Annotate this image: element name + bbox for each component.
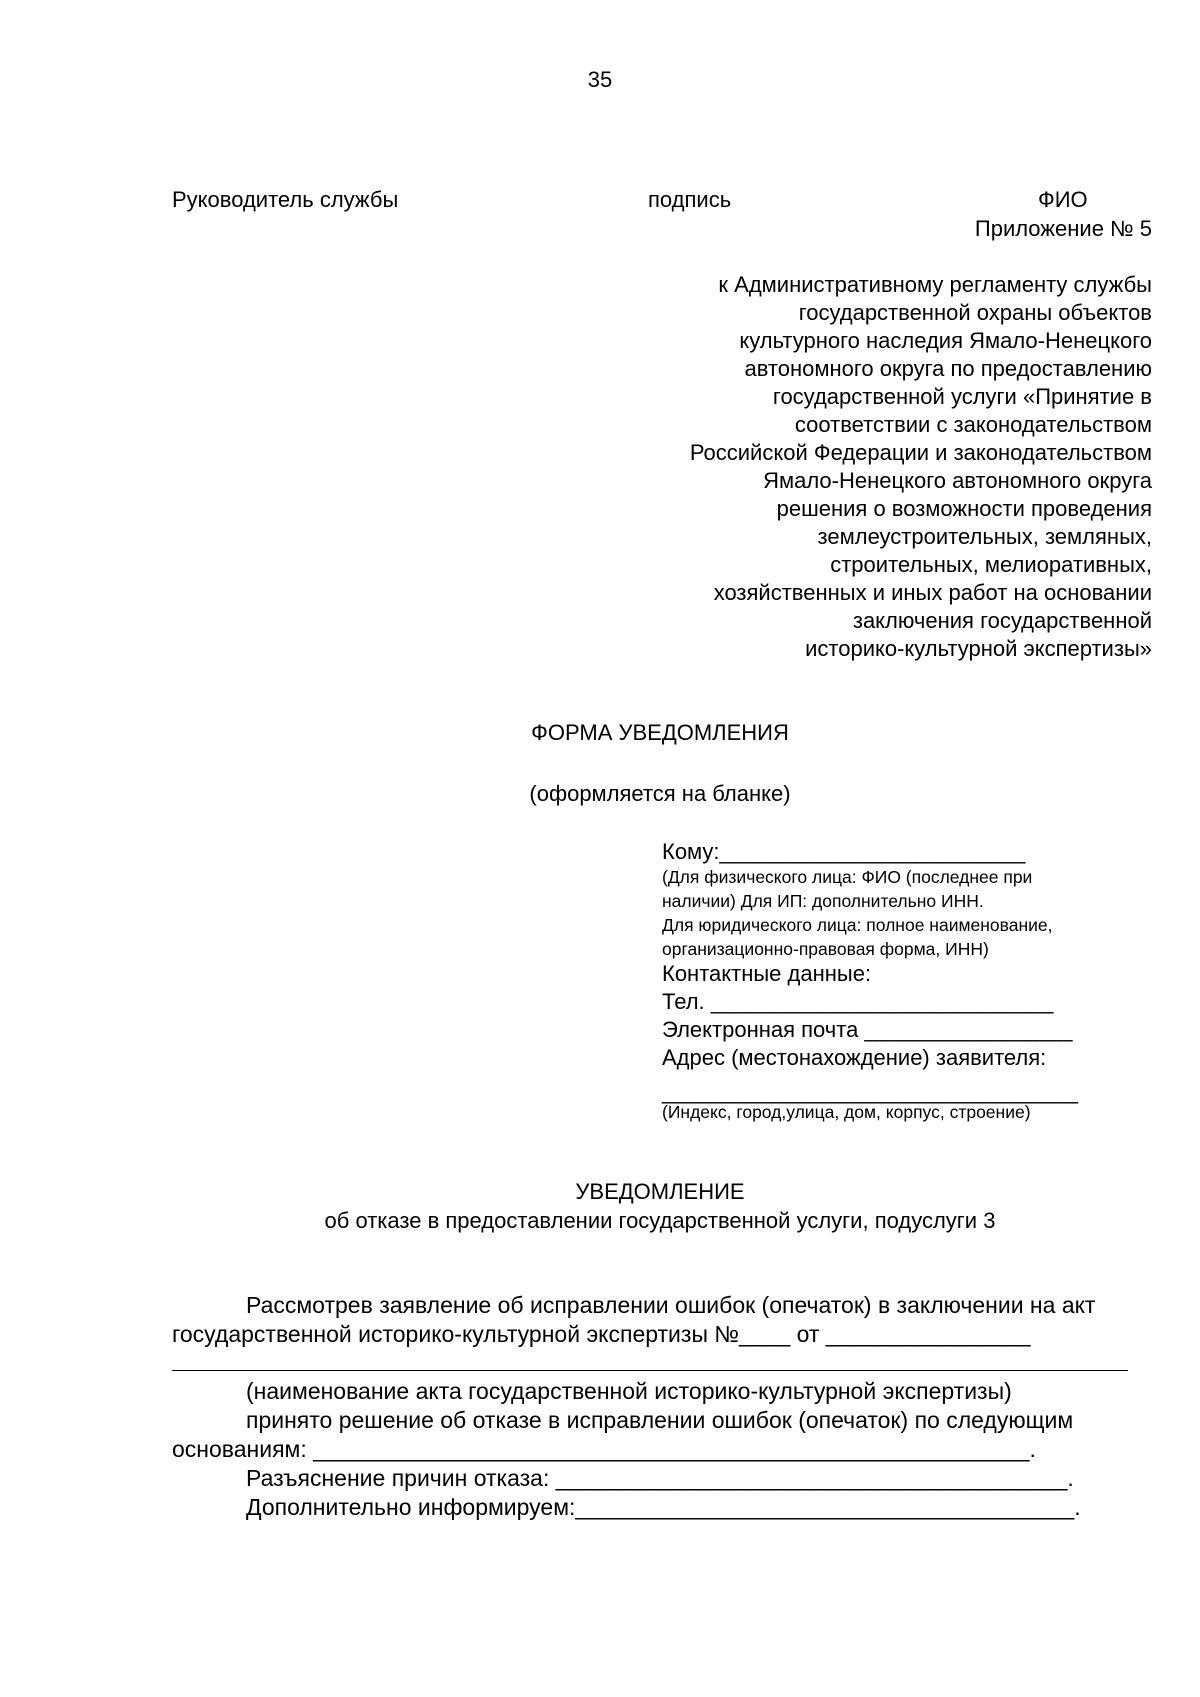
appendix-line: историко-культурной экспертизы» bbox=[805, 636, 1152, 661]
recipient-note bbox=[662, 865, 1132, 961]
appendix-line: соответствии с законодательством bbox=[794, 412, 1152, 437]
act-name-blank-line bbox=[172, 1370, 1128, 1371]
name-label: ФИО bbox=[1038, 187, 1088, 212]
appendix-line: культурного наследия Ямало-Ненецкого bbox=[739, 328, 1152, 353]
additional-info: Дополнительно информируем:_______________________________________. bbox=[246, 1494, 1081, 1520]
notice-title: УВЕДОМЛЕНИЕ bbox=[575, 1179, 745, 1204]
appendix-line: решения о возможности проведения bbox=[776, 496, 1152, 521]
appendix-line: строительных, мелиоративных, bbox=[830, 552, 1152, 577]
appendix-line: к Административному регламенту службы bbox=[718, 272, 1152, 297]
appendix-line: Российской Федерации и законодательством bbox=[689, 440, 1152, 465]
paragraph-1-line-2: государственной историко-культурной экспертизы №____ от ________________ bbox=[172, 1321, 1031, 1347]
appendix-title: Приложение № 5 bbox=[974, 216, 1152, 241]
recipient-note-line: Для юридического лица: полное наименование, bbox=[662, 915, 1053, 935]
appendix-line: государственной услуги «Принятие в bbox=[772, 384, 1152, 409]
appendix-line: землеустроительных, земляных, bbox=[817, 524, 1152, 549]
refusal-reasons: Разъяснение причин отказа: ________________________________________. bbox=[246, 1465, 1074, 1491]
address-note: (Индекс, город,улица, дом, корпус, строение) bbox=[662, 1102, 1031, 1122]
recipient-to-label: Кому:_________________________ bbox=[662, 839, 1026, 864]
notice-subtitle: об отказе в предоставлении государственной услуги, подуслуги 3 bbox=[324, 1208, 996, 1233]
appendix-line: заключения государственной bbox=[852, 608, 1152, 633]
address-label: Адрес (местонахождение) заявителя: bbox=[662, 1045, 1047, 1070]
paragraph-1-line-1: Рассмотрев заявление об исправлении ошибок (опечаток) в заключении на акт bbox=[246, 1292, 1096, 1318]
appendix-line: хозяйственных и иных работ на основании bbox=[713, 580, 1152, 605]
phone-field: Тел. ____________________________ bbox=[662, 989, 1054, 1014]
act-caption: (наименование акта государственной историко-культурной экспертизы) bbox=[246, 1378, 1012, 1404]
form-title: ФОРМА УВЕДОМЛЕНИЯ bbox=[531, 720, 789, 745]
page-number: 35 bbox=[587, 67, 613, 92]
position-label: Руководитель службы bbox=[172, 187, 399, 212]
contacts-label: Контактные данные: bbox=[662, 961, 872, 986]
decision-line-1: принято решение об отказе в исправлении ошибок (опечаток) по следующим bbox=[246, 1407, 1074, 1433]
signature-label: подпись bbox=[648, 187, 732, 212]
appendix-line: Ямало-Ненецкого автономного округа bbox=[763, 468, 1152, 493]
decision-line-2: основаниям: ________________________________________________________. bbox=[172, 1436, 1036, 1462]
appendix-line: автономного округа по предоставлению bbox=[744, 356, 1152, 381]
appendix-line: государственной охраны объектов bbox=[798, 300, 1152, 325]
email-field: Электронная почта _________________ bbox=[662, 1017, 1073, 1042]
form-subtitle: (оформляется на бланке) bbox=[529, 781, 791, 806]
address-line: __________________________________ bbox=[662, 1079, 1079, 1104]
appendix-lines bbox=[690, 271, 1152, 663]
recipient-note-line: организационно-правовая форма, ИНН) bbox=[662, 939, 989, 959]
recipient-note-line: (Для физического лица: ФИО (последнее при bbox=[662, 867, 1033, 887]
recipient-note-line: наличии) Для ИП: дополнительно ИНН. bbox=[662, 891, 984, 911]
